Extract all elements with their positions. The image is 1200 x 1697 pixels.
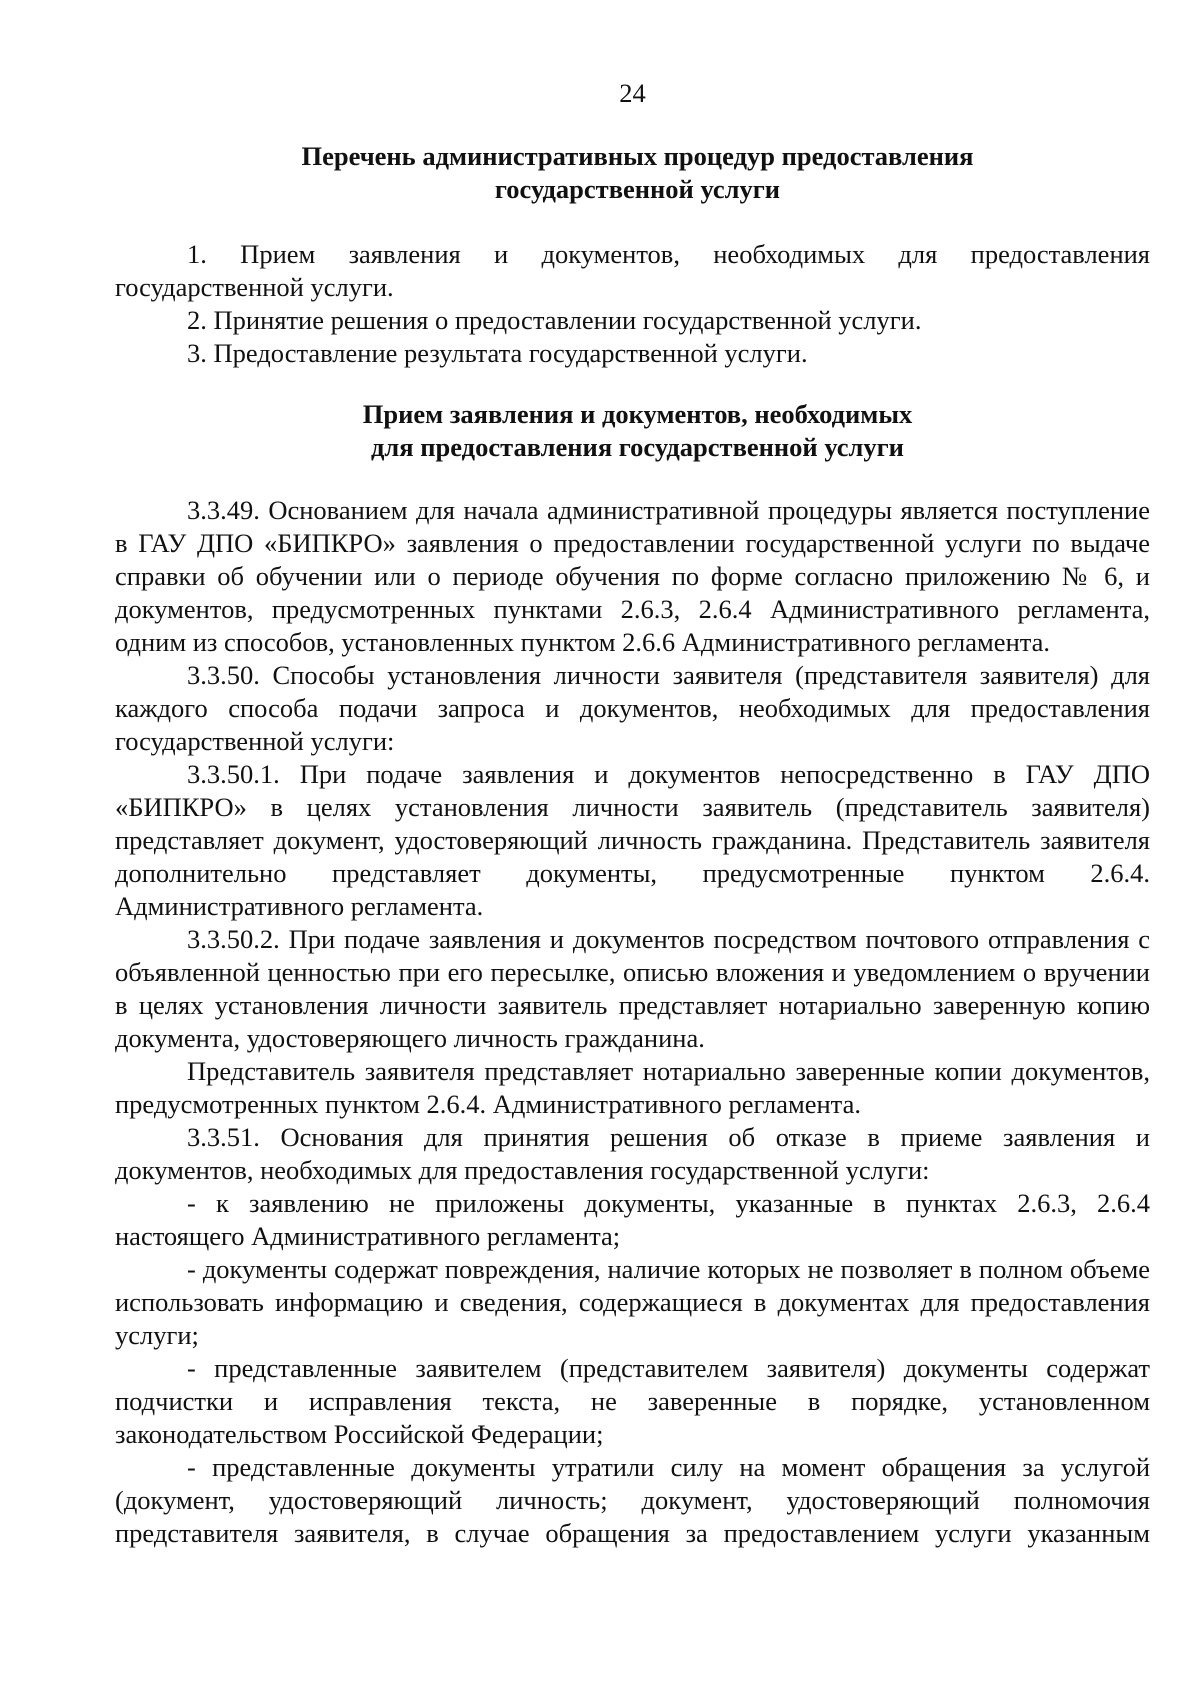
bullet-item-2: - документы содержат повреждения, наличие которых не позволяет в полном объеме использовать информацию и сведения, содержащиеся в документах для предоставления услуги;: [115, 1254, 1150, 1350]
paragraph-3-3-50-2: 3.3.50.2. При подаче заявления и документов посредством почтового отправления с объявленной ценностью при его пересылке, описью вложения и уведомлением о вручении в целях установления личности заявитель представляет нотариально заверенную копию документа, удостоверяющего личность гражданина.: [115, 924, 1150, 1053]
document-page: [115, 0, 1150, 1697]
section-title: [120, 140, 1155, 206]
subsection-title: [120, 398, 1155, 464]
paragraph-3-3-50-1: 3.3.50.1. При подаче заявления и документов непосредственно в ГАУ ДПО «БИПКРО» в целях установления личности заявитель (представитель заявителя) представляет документ, удостоверяющий личность гражданина. Представитель заявителя дополнительно представляет документы, предусмотренные пунктом 2.6.4. Административного регламента.: [115, 759, 1150, 921]
procedure-item-2: 2. Принятие решения о предоставлении государственной услуги.: [187, 305, 922, 335]
paragraph-representative: Представитель заявителя представляет нотариально заверенные копии документов, предусмотренных пунктом 2.6.4. Административного регламента.: [115, 1056, 1150, 1119]
procedures-list: [115, 238, 1150, 370]
bullet-item-1: - к заявлению не приложены документы, указанные в пунктах 2.6.3, 2.6.4 настоящего Административного регламента;: [115, 1188, 1150, 1251]
procedure-item-3: 3. Предоставление результата государственной услуги.: [187, 338, 808, 368]
section-title-line-1: Перечень административных процедур предоставления: [301, 141, 974, 171]
paragraph-3-3-49: 3.3.49. Основанием для начала административной процедуры является поступление в ГАУ ДПО «БИПКРО» заявления о предоставлении государственной услуги по выдаче справки об обучении или о периоде обучения по форме согласно приложению № 6, и документов, предусмотренных пунктами 2.6.3, 2.6.4 Административного регламента, одним из способов, установленных пунктом 2.6.6 Административного регламента.: [115, 495, 1150, 657]
procedure-item-1: 1. Прием заявления и документов, необходимых для предоставления государственной услуги.: [115, 239, 1150, 302]
document-body: [115, 494, 1150, 1550]
paragraph-3-3-50: 3.3.50. Способы установления личности заявителя (представителя заявителя) для каждого способа подачи запроса и документов, необходимых для предоставления государственной услуги:: [115, 660, 1150, 756]
section-title-line-2: государственной услуги: [494, 174, 781, 204]
subsection-title-line-2: для предоставления государственной услуги: [371, 432, 904, 462]
bullet-item-4: - представленные документы утратили силу на момент обращения за услугой (документ, удостоверяющий личность; документ, удостоверяющий полномочия представителя заявителя, в случае обращения за предоставлением услуги указанным: [115, 1452, 1150, 1548]
paragraph-3-3-51: 3.3.51. Основания для принятия решения об отказе в приеме заявления и документов, необходимых для предоставления государственной услуги:: [115, 1122, 1150, 1185]
page-number: 24: [619, 78, 646, 108]
bullet-item-3: - представленные заявителем (представителем заявителя) документы содержат подчистки и исправления текста, не заверенные в порядке, установленном законодательством Российской Федерации;: [115, 1353, 1150, 1449]
subsection-title-line-1: Прием заявления и документов, необходимых: [362, 399, 913, 429]
